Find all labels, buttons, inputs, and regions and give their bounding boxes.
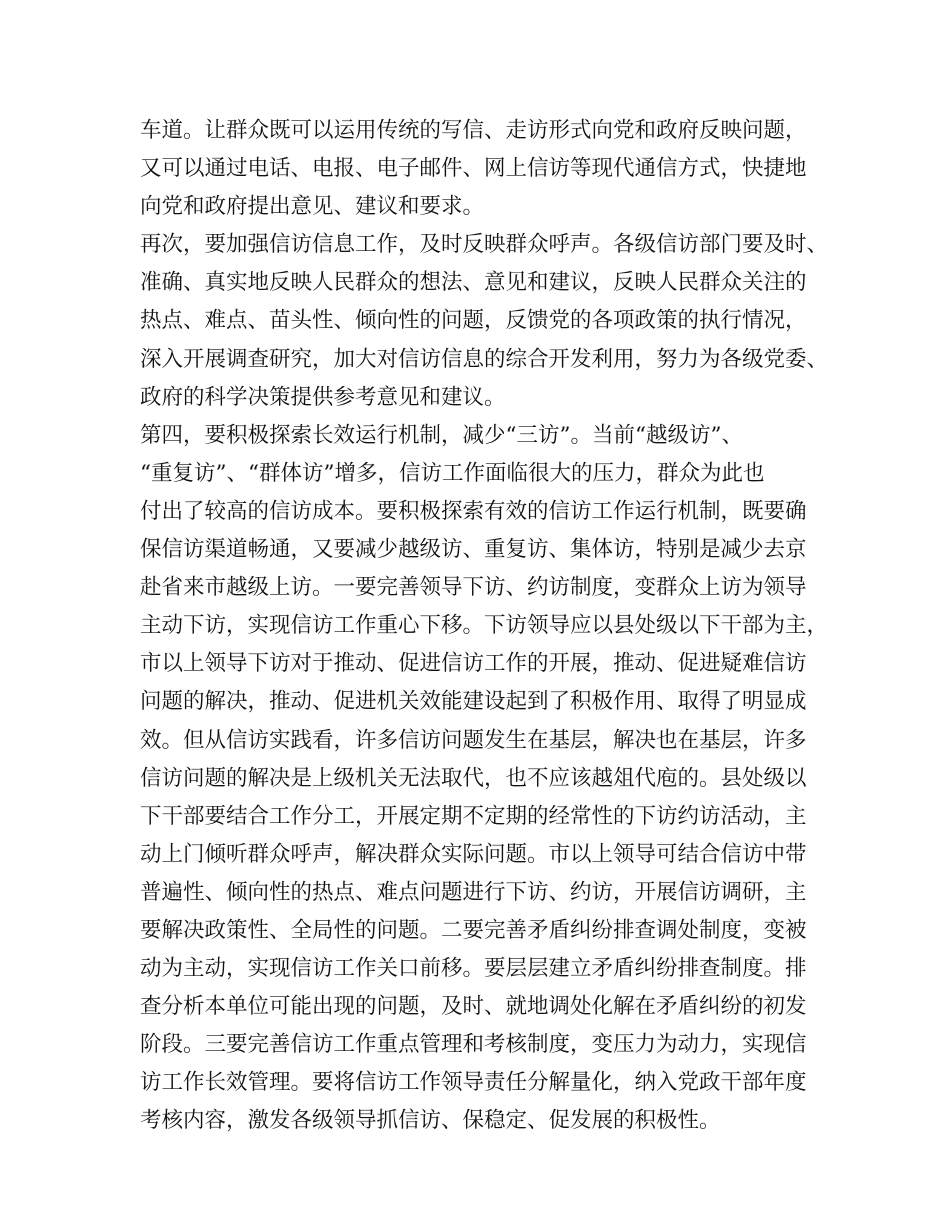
text-line: 市以上领导下访对于推动、促进信访工作的开展，推动、促进疑难信访 xyxy=(140,651,807,677)
text-line: 又可以通过电话、电报、电子邮件、网上信访等现代通信方式，快捷地 xyxy=(140,156,807,182)
text-line: 主动下访，实现信访工作重心下移。下访领导应以县处级以下干部为主， xyxy=(140,613,829,639)
text-line: 深入开展调查研究，加大对信访信息的综合开发利用，努力为各级党委、 xyxy=(140,346,829,372)
text-line: 要解决政策性、全局性的问题。二要完善矛盾纠纷排查调处制度，变被 xyxy=(140,917,807,943)
text-line: 信访问题的解决是上级机关无法取代，也不应该越俎代庖的。县处级以 xyxy=(140,765,807,791)
text-line: “重复访”、“群体访”增多，信访工作面临很大的压力，群众为此也 xyxy=(140,460,765,486)
text-line: 保信访渠道畅通，又要减少越级访、重复访、集体访，特别是减少去京 xyxy=(140,537,807,563)
text-line: 动为主动，实现信访工作关口前移。要层层建立矛盾纠纷排查制度。排 xyxy=(140,956,807,982)
text-line: 动上门倾听群众呼声，解决群众实际问题。市以上领导可结合信访中带 xyxy=(140,841,807,867)
text-line: 第四，要积极探索长效运行机制，减少“三访”。当前“越级访”、 xyxy=(140,422,743,448)
text-line: 准确、真实地反映人民群众的想法、意见和建议，反映人民群众关注的 xyxy=(140,270,807,296)
text-line: 热点、难点、苗头性、倾向性的问题，反馈党的各项政策的执行情况， xyxy=(140,308,807,334)
text-line: 付出了较高的信访成本。要积极探索有效的信访工作运行机制，既要确 xyxy=(140,498,807,524)
text-line: 下干部要结合工作分工，开展定期不定期的经常性的下访约访活动，主 xyxy=(140,803,807,829)
text-line: 问题的解决，推动、促进机关效能建设起到了积极作用、取得了明显成 xyxy=(140,689,807,715)
text-line: 查分析本单位可能出现的问题，及时、就地调处化解在矛盾纠纷的初发 xyxy=(140,994,807,1020)
text-line: 阶段。三要完善信访工作重点管理和考核制度，变压力为动力，实现信 xyxy=(140,1032,807,1058)
text-line: 访工作长效管理。要将信访工作领导责任分解量化，纳入党政干部年度 xyxy=(140,1070,807,1096)
text-line: 政府的科学决策提供参考意见和建议。 xyxy=(140,384,506,410)
body-text xyxy=(140,112,830,1141)
text-line: 赴省来市越级上访。一要完善领导下访、约访制度，变群众上访为领导 xyxy=(140,575,807,601)
text-line: 效。但从信访实践看，许多信访问题发生在基层，解决也在基层，许多 xyxy=(140,727,807,753)
text-line: 再次，要加强信访信息工作，及时反映群众呼声。各级信访部门要及时、 xyxy=(140,232,829,258)
text-line: 普遍性、倾向性的热点、难点问题进行下访、约访，开展信访调研，主 xyxy=(140,879,807,905)
text-line: 考核内容，激发各级领导抓信访、保稳定、促发展的积极性。 xyxy=(140,1108,721,1134)
text-line: 向党和政府提出意见、建议和要求。 xyxy=(140,194,485,220)
text-line: 车道。让群众既可以运用传统的写信、走访形式向党和政府反映问题， xyxy=(140,118,807,143)
